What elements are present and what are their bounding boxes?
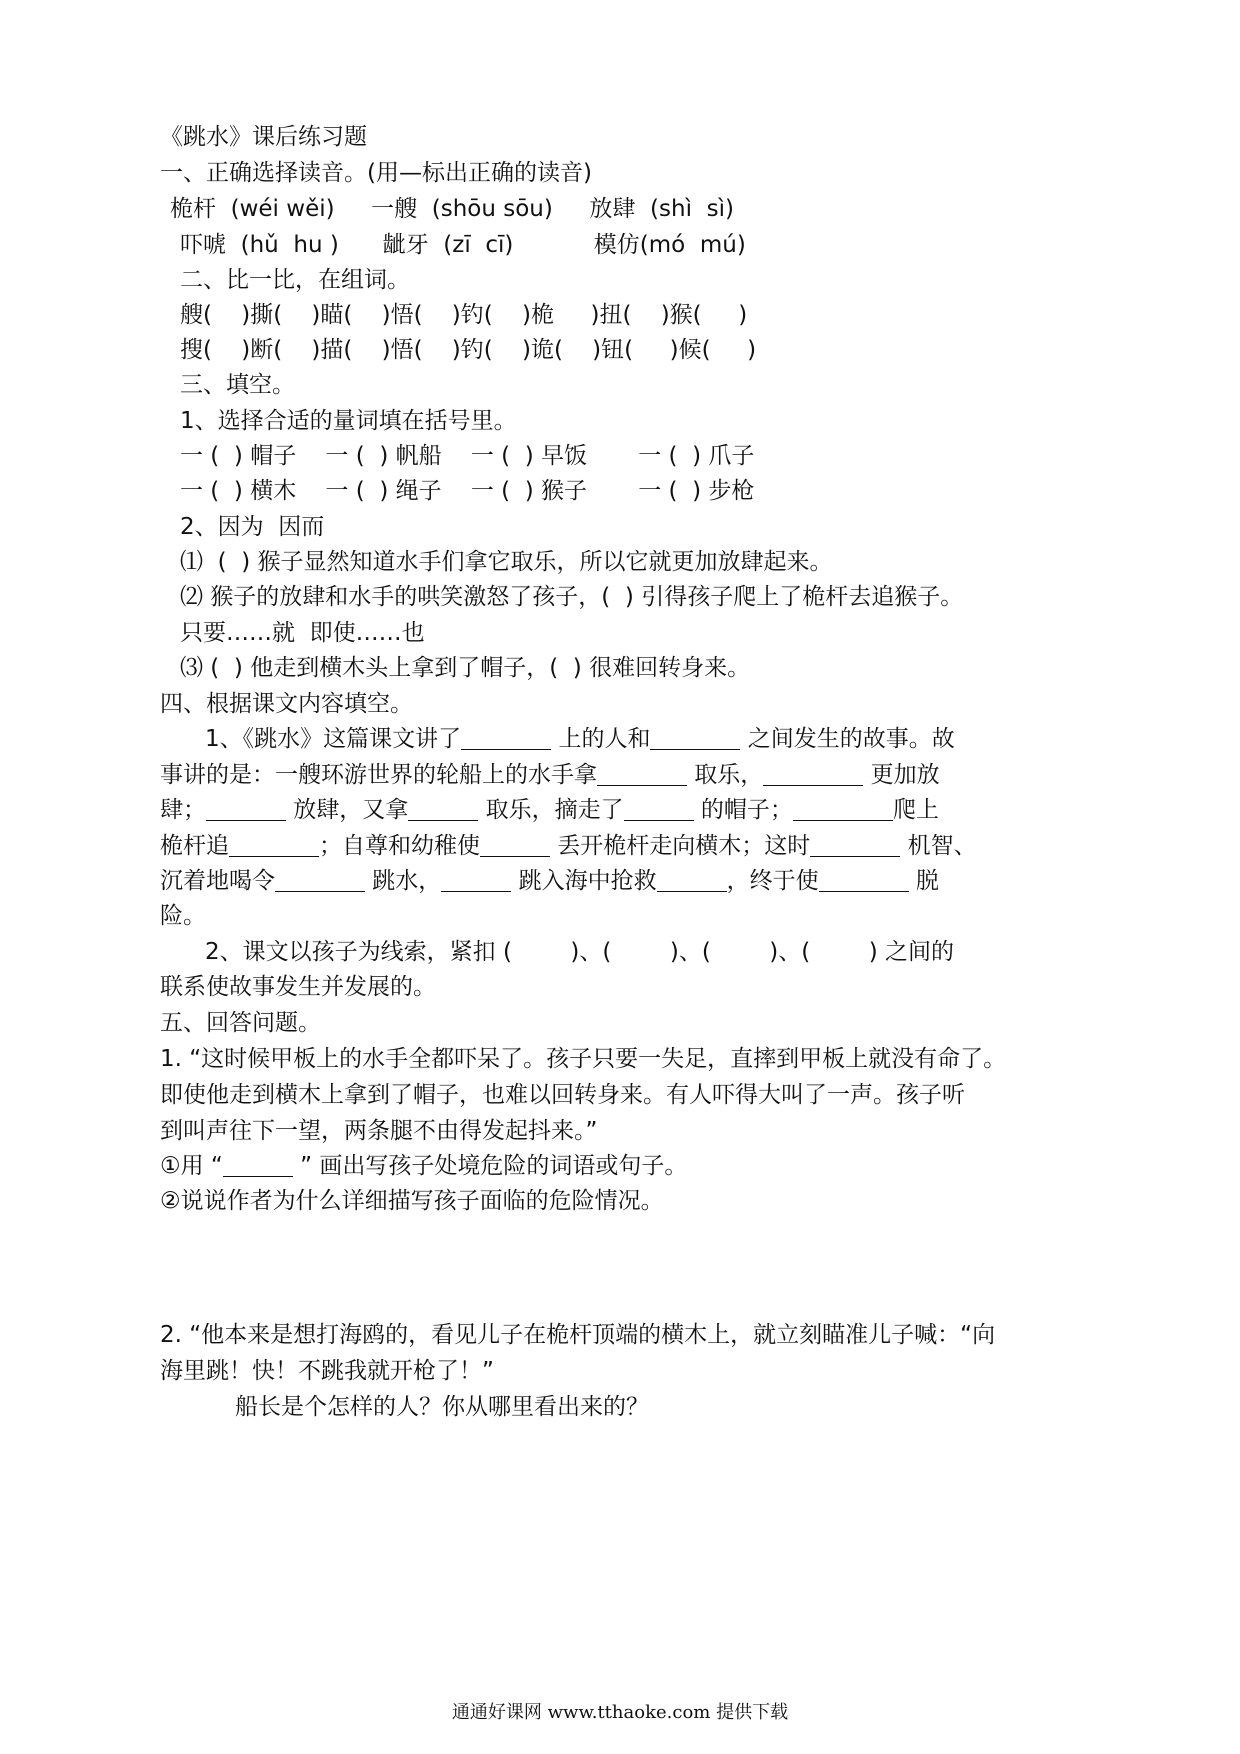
answer-blank (441, 865, 511, 892)
answer-blank (206, 794, 286, 821)
measure-word-row-1: 一 ( ) 帽子 一 ( ) 帆船 一 ( ) 早饭 一 ( ) 爪子 (180, 443, 755, 469)
story-line-3: 肆； 放肆，又拿 取乐，摘走了 的帽子； 爬上 (160, 793, 939, 827)
answer-blank (650, 723, 740, 750)
section-4-heading: 四、根据课文内容填空。 (160, 691, 413, 717)
section-1-heading: 一、正确选择读音。(用—标出正确的读音) (160, 160, 592, 186)
worksheet-title: 《跳水》课后练习题 (160, 124, 367, 150)
section-2-heading: 二、比一比，在组词。 (180, 267, 410, 293)
compare-row-1: 艘( )撕( )瞄( )悟( )钓( )桅 )扭( )猴( ) (180, 302, 748, 328)
conjunction-sentence-3: ⑶ ( ) 他走到横木头上拿到了帽子，( ) 很难回转身来。 (180, 655, 751, 681)
quote-1-line-1: 1. “这时候甲板上的水手全都吓呆了。孩子只要一失足，直摔到甲板上就没有命了。 (160, 1046, 1007, 1072)
answer-blank (223, 1150, 293, 1177)
answer-blank (229, 830, 319, 857)
story-line-2: 事讲的是：一艘环游世界的轮船上的水手拿 取乐， 更加放 (160, 758, 940, 792)
answer-blank (657, 865, 727, 892)
fill-q2-title: 2、因为 因而 (180, 514, 325, 540)
story-line-4: 桅杆追 ；自尊和幼稚使 丢开桅杆走向横木；这时 机智、 (160, 829, 977, 863)
answer-blank (461, 723, 551, 750)
conjunction-sentence-1: ⑴ ( ) 猴子显然知道水手们拿它取乐，所以它就更加放肆起来。 (180, 549, 833, 575)
answer-blank (763, 759, 863, 786)
quote-2-line-2: 海里跳！快！不跳我就开枪了！” (160, 1358, 494, 1384)
answer-blank (408, 794, 478, 821)
story-line-1: 1、《跳水》这篇课文讲了 上的人和 之间发生的故事。故 (205, 722, 955, 756)
quote-1-line-2: 即使他走到横木上拿到了帽子，也难以回转身来。有人吓得大叫了一声。孩子听 (160, 1082, 965, 1108)
fill-q1-title: 1、选择合适的量词填在括号里。 (180, 408, 517, 434)
answer-blank (819, 865, 909, 892)
story-line-6: 险。 (160, 903, 206, 929)
pinyin-row-2: 吓唬 (hǔ hu ) 龇牙 (zī cī) 模仿(mó mú) (180, 232, 746, 258)
section-3-heading: 三、填空。 (180, 372, 295, 398)
pinyin-row-1: 桅杆 (wéi wěi) 一艘 (shōu sōu) 放肆 (shì sì) (170, 196, 734, 222)
question-1b: ②说说作者为什么详细描写孩子面临的危险情况。 (160, 1188, 664, 1214)
clue-line-1: 2、课文以孩子为线索，紧扣 ( )、( )、( )、( ) 之间的 (205, 939, 954, 965)
quote-1-line-3: 到叫声往下一望，两条腿不由得发起抖来。” (160, 1118, 598, 1144)
answer-blank (480, 830, 550, 857)
conjunction-sentence-2: ⑵ 猴子的放肆和水手的哄笑激怒了孩子，( ) 引得孩子爬上了桅杆去追猴子。 (180, 584, 964, 610)
measure-word-row-2: 一 ( ) 横木 一 ( ) 绳子 一 ( ) 猴子 一 ( ) 步枪 (180, 478, 755, 504)
answer-blank (810, 830, 900, 857)
footer-credit: 通通好课网 www.tthaoke.com 提供下载 (451, 1702, 789, 1723)
story-line-5: 沉着地喝令 跳水， 跳入海中抢救 ，终于使 脱 (160, 864, 939, 898)
question-2: 船长是个怎样的人？你从哪里看出来的？ (235, 1394, 649, 1420)
answer-blank (793, 794, 893, 821)
question-1a: ①用 “ ” 画出写孩子处境危险的词语或句子。 (160, 1149, 687, 1183)
answer-blank (597, 759, 687, 786)
answer-blank (624, 794, 694, 821)
section-5-heading: 五、回答问题。 (160, 1010, 321, 1036)
answer-blank (275, 865, 365, 892)
compare-row-2: 搜( )断( )描( )悟( )钓( )诡( )钮( )候( ) (180, 337, 757, 363)
clue-line-2: 联系使故事发生并发展的。 (160, 974, 436, 1000)
quote-2-line-1: 2. “他本来是想打海鸥的，看见儿子在桅杆顶端的横木上，就立刻瞄准儿子喊：“向 (160, 1322, 996, 1348)
conjunction-pair-2: 只要……就 即使……也 (180, 620, 425, 646)
